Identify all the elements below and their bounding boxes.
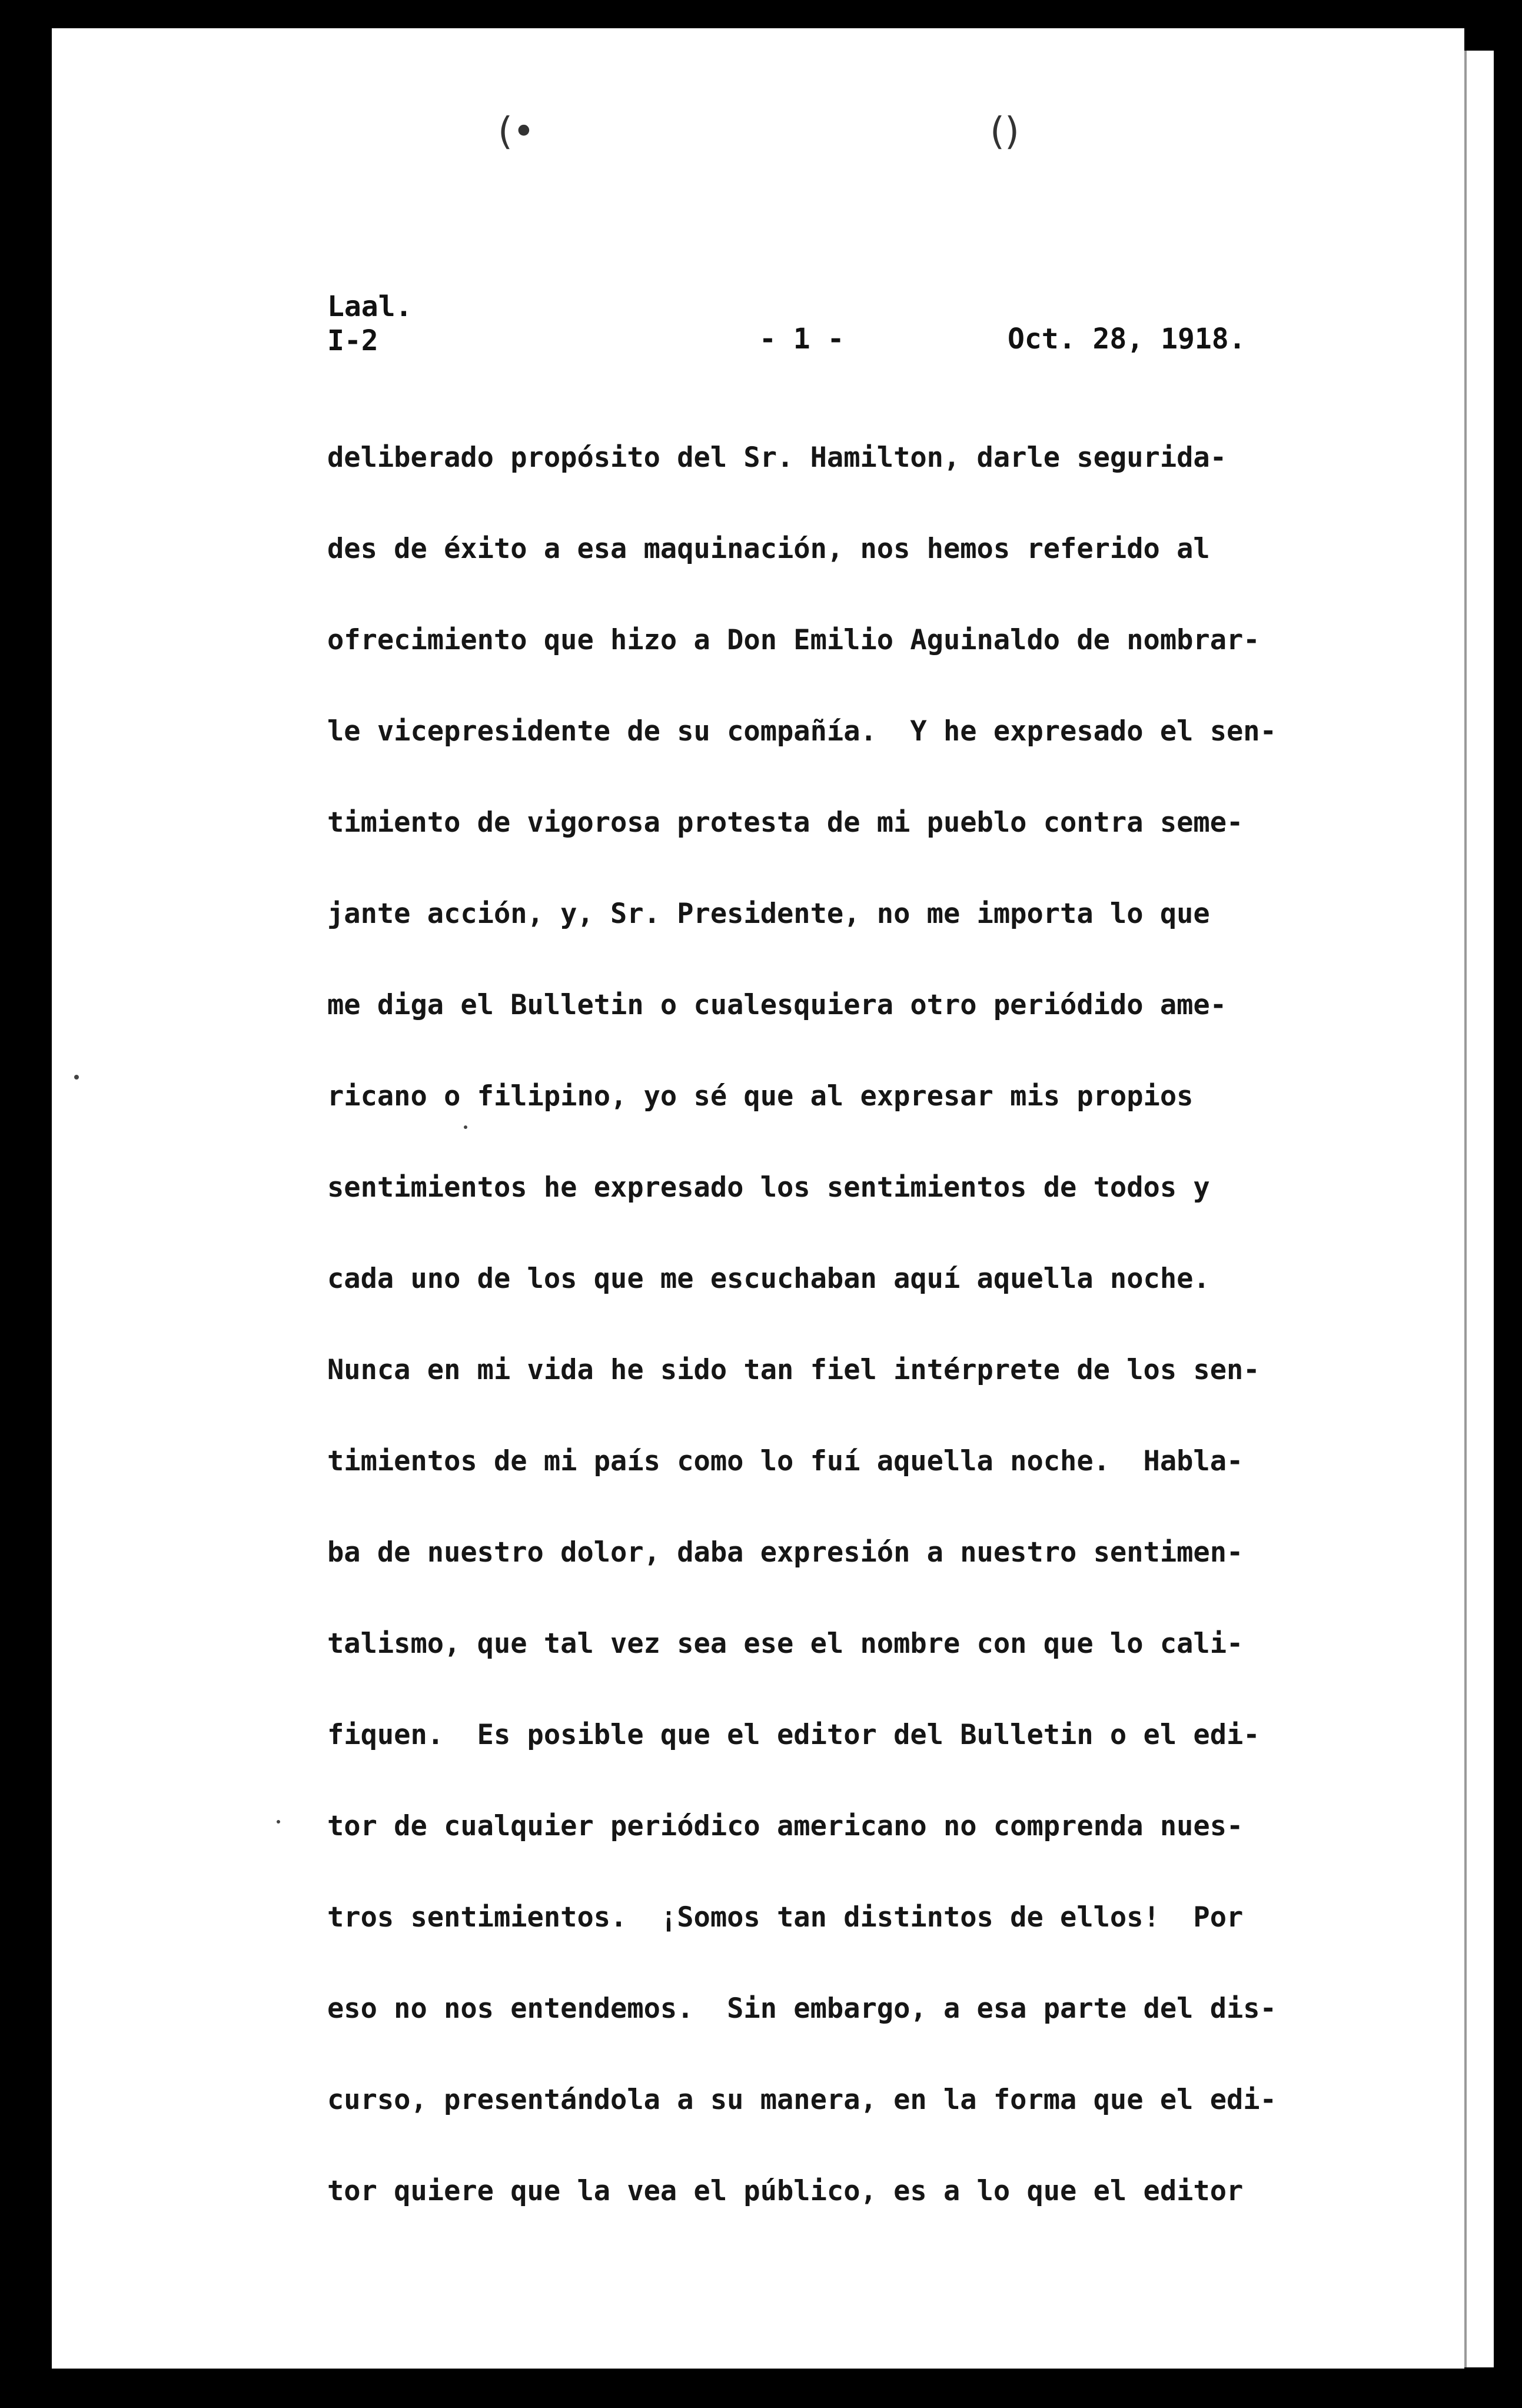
text-line: eso no nos entendemos. Sin embargo, a esa parte del dis- [327, 1992, 1277, 2025]
body-text [327, 440, 1434, 2265]
text-line: curso, presentándola a su manera, en la forma que el edi- [327, 2084, 1277, 2116]
paper-speck [277, 1820, 280, 1824]
text-line: me diga el Bulletin o cualesquiera otro periódido ame- [327, 989, 1227, 1021]
reference-line-2: I-2 [327, 324, 378, 357]
document-date: Oct. 28, 1918. [1008, 323, 1246, 356]
punch-hole-mark-right: () [990, 110, 1019, 154]
punch-hole-mark-left: (• [498, 110, 535, 154]
page-number: - 1 - [759, 323, 845, 356]
text-line: des de éxito a esa maquinación, nos hemos referido al [327, 533, 1210, 565]
text-line: ba de nuestro dolor, daba expresión a nuestro sentimen- [327, 1536, 1244, 1569]
text-line: deliberado propósito del Sr. Hamilton, darle segurida- [327, 441, 1227, 474]
page-edge [1464, 51, 1494, 2367]
text-line: tros sentimientos. ¡Somos tan distintos de ellos! Por [327, 1901, 1244, 1934]
reference-line-1: Laal. [327, 290, 413, 323]
paper-speck [74, 1075, 79, 1080]
text-line: le vicepresidente de su compañía. Y he expresado el sen- [327, 715, 1277, 748]
text-line: ofrecimiento que hizo a Don Emilio Aguinaldo de nombrar- [327, 624, 1260, 656]
text-line: talismo, que tal vez sea ese el nombre con que lo cali- [327, 1628, 1244, 1660]
text-line: fiquen. Es posible que el editor del Bulletin o el edi- [327, 1719, 1260, 1751]
text-line: timientos de mi país como lo fuí aquella noche. Habla- [327, 1445, 1244, 1477]
text-line: cada uno de los que me escuchaban aquí aquella noche. [327, 1263, 1210, 1295]
text-line: tor de cualquier periódico americano no comprenda nues- [327, 1810, 1244, 1842]
text-line: tor quiere que la vea el público, es a lo que el editor [327, 2175, 1244, 2207]
paper-speck [464, 1125, 467, 1129]
text-line: timiento de vigorosa protesta de mi pueblo contra seme- [327, 806, 1244, 839]
text-line: ricano o filipino, yo sé que al expresar mis propios [327, 1080, 1194, 1112]
document-reference [327, 290, 413, 358]
text-line: jante acción, y, Sr. Presidente, no me importa lo que [327, 898, 1210, 930]
text-line: sentimientos he expresado los sentimientos de todos y [327, 1171, 1210, 1204]
text-line: Nunca en mi vida he sido tan fiel intérprete de los sen- [327, 1354, 1260, 1386]
